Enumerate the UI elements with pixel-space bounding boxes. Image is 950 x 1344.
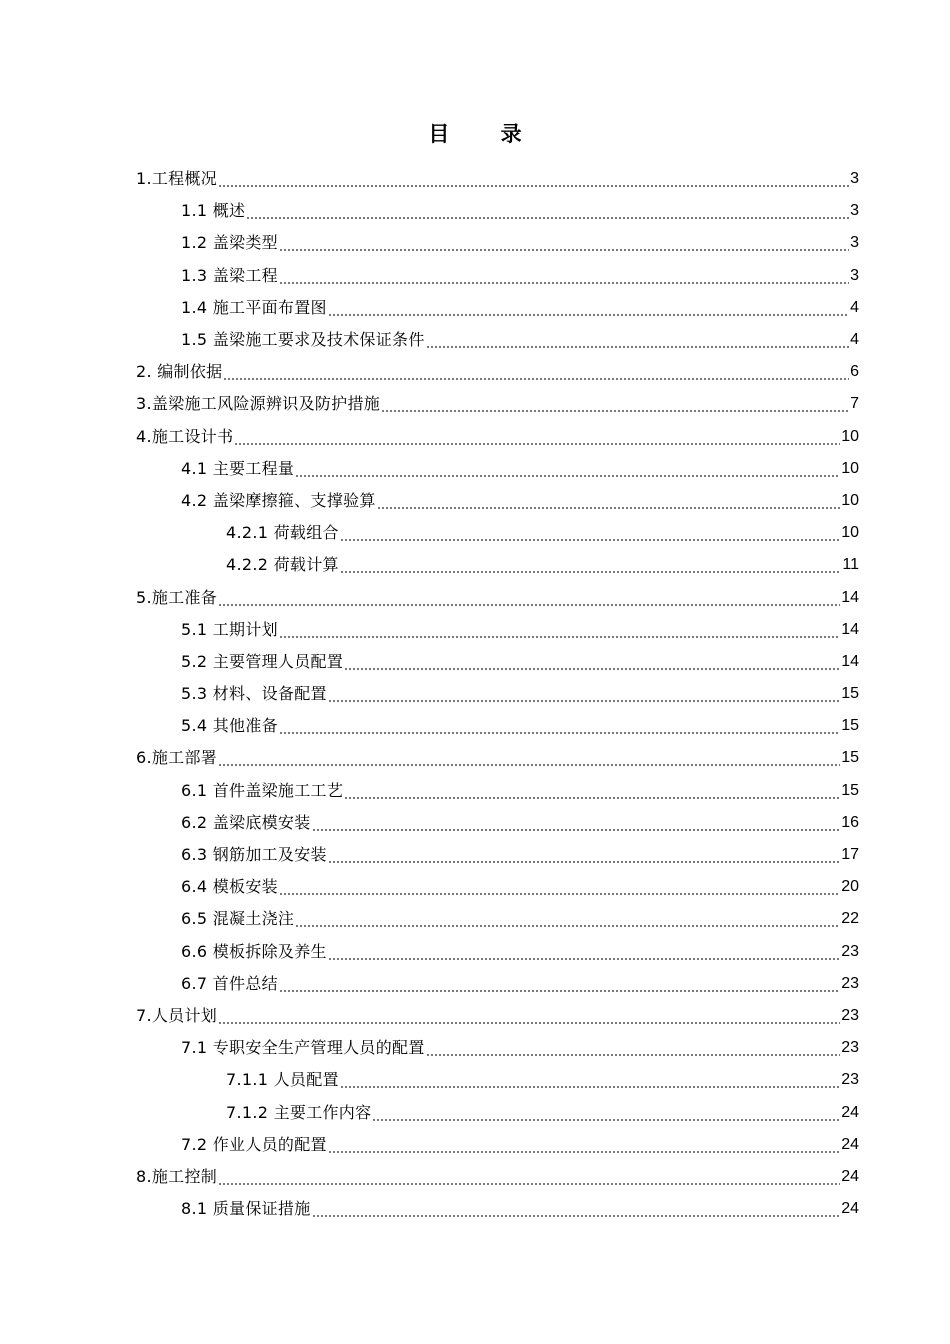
toc-entry-row bbox=[136, 169, 950, 189]
toc-entry-label: 7.1 专职安全生产管理人员的配置 bbox=[181, 1038, 425, 1058]
toc-entry-label: 3.盖梁施工风险源辨识及防护措施 bbox=[136, 394, 381, 414]
dot-leader bbox=[279, 877, 840, 897]
toc-entry[interactable] bbox=[0, 324, 950, 356]
toc-entry-row bbox=[181, 201, 950, 221]
toc-entry-page-number: 3 bbox=[850, 202, 859, 220]
dot-leader bbox=[218, 1167, 840, 1187]
dot-leader bbox=[279, 233, 849, 253]
dot-leader bbox=[328, 298, 849, 318]
toc-entry-row bbox=[181, 491, 950, 511]
toc-entry-page-number: 15 bbox=[841, 781, 859, 799]
toc-entry-page-number: 15 bbox=[841, 717, 859, 735]
dot-leader bbox=[295, 459, 840, 479]
toc-entry-page-number: 23 bbox=[841, 1071, 859, 1089]
toc-entry-label: 5.3 材料、设备配置 bbox=[181, 684, 327, 704]
dot-leader bbox=[223, 362, 849, 382]
toc-entry[interactable] bbox=[0, 227, 950, 259]
toc-entry-label: 2. 编制依据 bbox=[136, 362, 223, 382]
toc-entry-row bbox=[181, 330, 950, 350]
toc-entry-label: 7.人员计划 bbox=[136, 1005, 218, 1025]
dot-leader bbox=[234, 427, 840, 447]
dot-leader bbox=[372, 1103, 840, 1123]
toc-entry[interactable] bbox=[0, 710, 950, 742]
toc-entry-label: 6.4 模板安装 bbox=[181, 877, 278, 897]
toc-entry-row bbox=[181, 459, 950, 479]
toc-entry-page-number: 11 bbox=[842, 556, 859, 574]
toc-entry-label: 4.1 主要工程量 bbox=[181, 458, 295, 478]
toc-entry[interactable] bbox=[0, 839, 950, 871]
toc-entry-row bbox=[181, 716, 950, 736]
dot-leader bbox=[279, 974, 840, 994]
toc-entry-page-number: 10 bbox=[841, 491, 859, 509]
toc-entry-label: 1.工程概况 bbox=[136, 169, 218, 189]
toc-entry-row bbox=[226, 523, 950, 543]
toc-entry-label: 4.2 盖梁摩擦箍、支撑验算 bbox=[181, 490, 376, 510]
dot-leader bbox=[312, 813, 841, 833]
toc-entry-row bbox=[181, 266, 950, 286]
toc-entry-row bbox=[136, 1167, 950, 1187]
dot-leader bbox=[295, 909, 840, 929]
toc-entry-label: 5.2 主要管理人员配置 bbox=[181, 651, 344, 671]
toc-entry-row bbox=[181, 1135, 950, 1155]
toc-entry-page-number: 4 bbox=[850, 298, 859, 316]
toc-entry-label: 7.1.1 人员配置 bbox=[226, 1070, 339, 1090]
toc-entry-row bbox=[226, 555, 950, 575]
toc-entry-page-number: 23 bbox=[841, 974, 859, 992]
dot-leader bbox=[279, 620, 840, 640]
toc-entry-label: 7.1.2 主要工作内容 bbox=[226, 1102, 372, 1122]
toc-entry-page-number: 24 bbox=[841, 1135, 859, 1153]
toc-entry-row bbox=[181, 298, 950, 318]
toc-entry[interactable] bbox=[0, 581, 950, 613]
toc-entry-page-number: 3 bbox=[850, 234, 859, 252]
toc-entry-label: 5.施工准备 bbox=[136, 587, 218, 607]
toc-entry[interactable] bbox=[0, 453, 950, 485]
toc-entry-page-number: 15 bbox=[841, 749, 859, 767]
toc-entry-page-number: 24 bbox=[841, 1167, 859, 1185]
toc-entry[interactable] bbox=[0, 549, 950, 581]
toc-entry-row bbox=[181, 974, 950, 994]
dot-leader bbox=[328, 845, 840, 865]
toc-entry[interactable] bbox=[0, 1129, 950, 1161]
toc-entry-page-number: 14 bbox=[841, 620, 859, 638]
toc-entry[interactable] bbox=[0, 678, 950, 710]
dot-leader bbox=[279, 716, 840, 736]
toc-entry[interactable] bbox=[0, 903, 950, 935]
dot-leader bbox=[344, 781, 840, 801]
toc-entry[interactable] bbox=[0, 517, 950, 549]
toc-entry-row bbox=[181, 781, 950, 801]
toc-entry-label: 8.施工控制 bbox=[136, 1166, 218, 1186]
dot-leader bbox=[340, 555, 842, 575]
toc-entry-row bbox=[136, 427, 950, 447]
toc-entry-page-number: 3 bbox=[850, 170, 859, 188]
toc-entry-row bbox=[181, 684, 950, 704]
toc-entry-label: 7.2 作业人员的配置 bbox=[181, 1134, 327, 1154]
toc-entry-page-number: 24 bbox=[841, 1200, 859, 1218]
toc-entry-page-number: 17 bbox=[841, 846, 859, 864]
toc-entry-page-number: 15 bbox=[841, 685, 859, 703]
toc-entry-row bbox=[181, 233, 950, 253]
toc-entry-page-number: 10 bbox=[841, 524, 859, 542]
dot-leader bbox=[381, 394, 849, 414]
toc-entry[interactable] bbox=[0, 1096, 950, 1128]
toc-entry-row bbox=[181, 845, 950, 865]
toc-entry-label: 6.5 混凝土浇注 bbox=[181, 909, 295, 929]
toc-entry-label: 6.1 首件盖梁施工工艺 bbox=[181, 780, 344, 800]
dot-leader bbox=[426, 1038, 841, 1058]
toc-entry-page-number: 6 bbox=[850, 363, 859, 381]
toc-entry[interactable] bbox=[0, 421, 950, 453]
dot-leader bbox=[246, 201, 849, 221]
toc-entry-page-number: 20 bbox=[841, 878, 859, 896]
toc-entry-label: 1.4 施工平面布置图 bbox=[181, 297, 327, 317]
toc-entry[interactable] bbox=[0, 1000, 950, 1032]
toc-entry-page-number: 14 bbox=[841, 588, 859, 606]
dot-leader bbox=[328, 684, 840, 704]
dot-leader bbox=[344, 652, 840, 672]
table-of-contents bbox=[0, 163, 950, 1225]
dot-leader bbox=[426, 330, 849, 350]
dot-leader bbox=[340, 1070, 840, 1090]
toc-title: 目 录 bbox=[428, 122, 544, 146]
toc-entry-row bbox=[226, 1070, 950, 1090]
toc-entry[interactable] bbox=[0, 195, 950, 227]
toc-entry-row bbox=[136, 394, 950, 414]
toc-entry[interactable] bbox=[0, 292, 950, 324]
toc-entry-page-number: 7 bbox=[850, 395, 859, 413]
toc-entry-page-number: 4 bbox=[850, 331, 859, 349]
toc-entry-page-number: 10 bbox=[841, 459, 859, 477]
dot-leader bbox=[279, 266, 849, 286]
toc-entry-page-number: 24 bbox=[841, 1103, 859, 1121]
toc-entry[interactable] bbox=[0, 968, 950, 1000]
toc-entry-label: 6.施工部署 bbox=[136, 748, 218, 768]
toc-entry-page-number: 22 bbox=[841, 910, 859, 928]
toc-entry-label: 4.2.2 荷载计算 bbox=[226, 555, 339, 575]
toc-entry-row bbox=[136, 748, 950, 768]
toc-entry-page-number: 23 bbox=[841, 1039, 859, 1057]
dot-leader bbox=[218, 169, 849, 189]
dot-leader bbox=[312, 1199, 841, 1219]
toc-entry-row bbox=[181, 813, 950, 833]
toc-entry-row bbox=[136, 588, 950, 608]
toc-entry-row bbox=[136, 362, 950, 382]
toc-entry-label: 4.施工设计书 bbox=[136, 426, 234, 446]
toc-entry-row bbox=[226, 1103, 950, 1123]
toc-entry-label: 8.1 质量保证措施 bbox=[181, 1199, 311, 1219]
toc-entry-label: 5.4 其他准备 bbox=[181, 716, 278, 736]
toc-entry[interactable] bbox=[0, 871, 950, 903]
toc-entry[interactable] bbox=[0, 485, 950, 517]
toc-entry[interactable] bbox=[0, 742, 950, 774]
toc-entry-row bbox=[181, 1199, 950, 1219]
toc-entry-label: 1.2 盖梁类型 bbox=[181, 233, 278, 253]
toc-entry[interactable] bbox=[0, 163, 950, 195]
dot-leader bbox=[218, 1006, 840, 1026]
toc-entry-page-number: 3 bbox=[850, 266, 859, 284]
toc-entry-label: 6.6 模板拆除及养生 bbox=[181, 941, 327, 961]
toc-entry-row bbox=[181, 877, 950, 897]
toc-entry-label: 1.3 盖梁工程 bbox=[181, 265, 278, 285]
toc-entry-row bbox=[181, 1038, 950, 1058]
toc-entry-label: 1.1 概述 bbox=[181, 201, 246, 221]
toc-entry[interactable] bbox=[0, 356, 950, 388]
toc-entry[interactable] bbox=[0, 1064, 950, 1096]
toc-entry[interactable] bbox=[0, 775, 950, 807]
dot-leader bbox=[340, 523, 840, 543]
dot-leader bbox=[218, 588, 840, 608]
toc-entry-label: 6.7 首件总结 bbox=[181, 973, 278, 993]
toc-entry[interactable] bbox=[0, 388, 950, 420]
toc-entry-row bbox=[181, 620, 950, 640]
toc-entry-page-number: 14 bbox=[841, 652, 859, 670]
toc-entry-page-number: 23 bbox=[841, 942, 859, 960]
toc-entry-label: 4.2.1 荷载组合 bbox=[226, 523, 339, 543]
toc-entry-row bbox=[181, 909, 950, 929]
dot-leader bbox=[377, 491, 840, 511]
toc-entry[interactable] bbox=[0, 936, 950, 968]
toc-entry-page-number: 10 bbox=[841, 427, 859, 445]
toc-entry[interactable] bbox=[0, 1032, 950, 1064]
toc-entry[interactable] bbox=[0, 807, 950, 839]
toc-entry-row bbox=[136, 1006, 950, 1026]
toc-entry-row bbox=[181, 942, 950, 962]
toc-entry[interactable] bbox=[0, 1193, 950, 1225]
toc-entry[interactable] bbox=[0, 1161, 950, 1193]
toc-entry[interactable] bbox=[0, 646, 950, 678]
dot-leader bbox=[328, 942, 840, 962]
toc-entry-label: 6.2 盖梁底模安装 bbox=[181, 812, 311, 832]
toc-entry-label: 1.5 盖梁施工要求及技术保证条件 bbox=[181, 330, 425, 350]
dot-leader bbox=[328, 1135, 840, 1155]
toc-entry-page-number: 16 bbox=[841, 813, 859, 831]
toc-entry-page-number: 23 bbox=[841, 1006, 859, 1024]
toc-entry[interactable] bbox=[0, 614, 950, 646]
toc-entry-row bbox=[181, 652, 950, 672]
toc-entry-label: 5.1 工期计划 bbox=[181, 619, 278, 639]
toc-entry-label: 6.3 钢筋加工及安装 bbox=[181, 845, 327, 865]
dot-leader bbox=[218, 748, 840, 768]
toc-entry[interactable] bbox=[0, 260, 950, 292]
